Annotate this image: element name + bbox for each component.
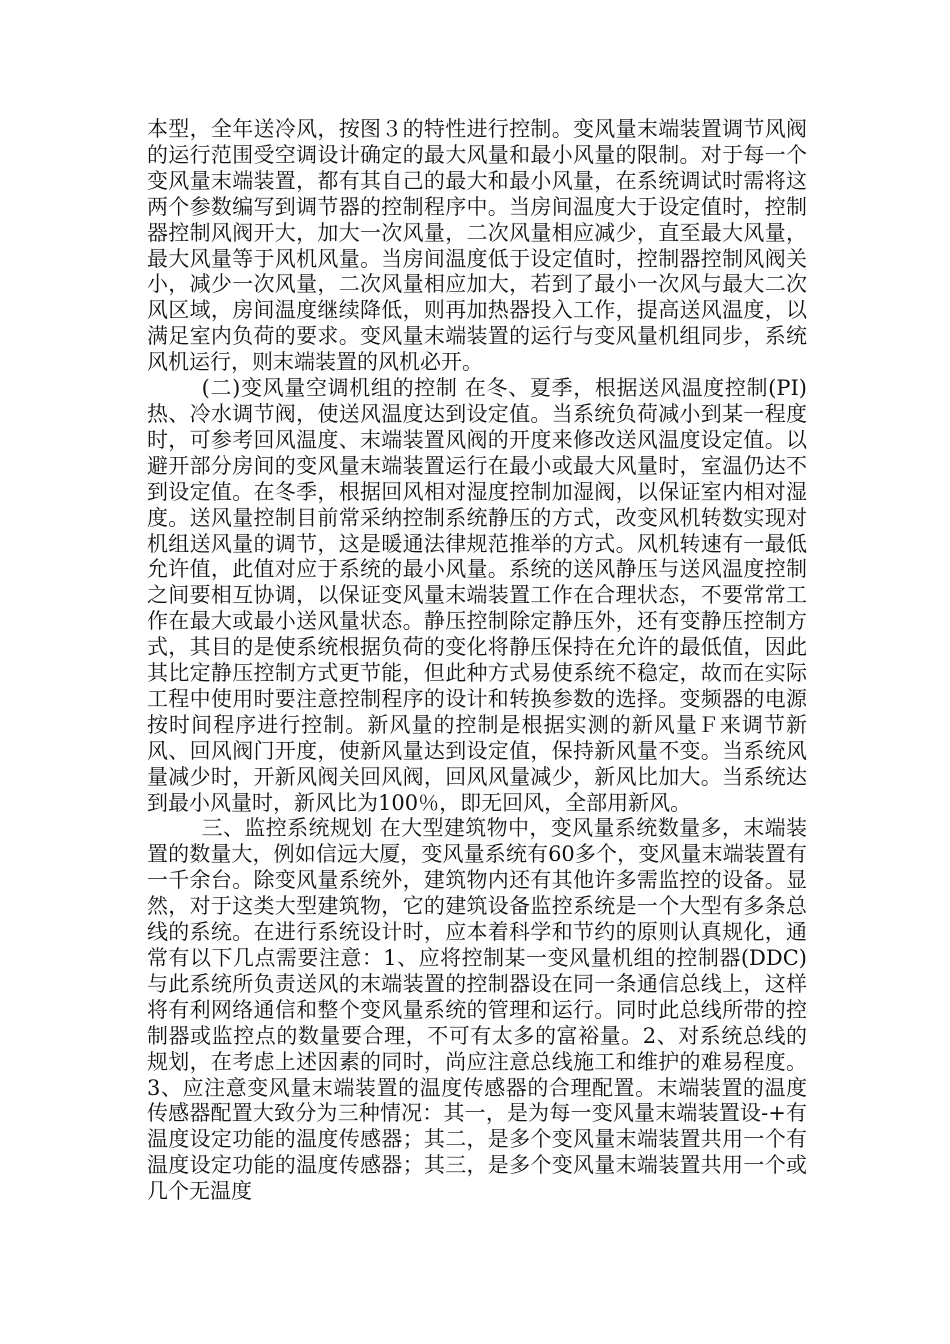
paragraph-monitoring-system-planning: 三、监控系统规划 在大型建筑物中，变风量系统数量多，末端装置的数量大，例如信远大厦，变风量系统有60多个，变风量末端装置有一千余台。除变风量系统外，建筑物内还有其他许多需监控的设备。显然，对于这类大型建筑物，它的建筑设备监控系统是一个大型有多条总线的系统。在进行系统设计时，应本着科学和节约的原则认真规化，通常有以下几点需要注意：1、应将控制某一变风量机组的控制器(DDC)与此系统所负责送风的末端装置的控制器设在同一条通信总线上，这样将有利网络通信和整个变风量系统的管理和运行。同时此总线所带的控制器或监控点的数量要合理，不可有太多的富裕量。2、对系统总线的规划，在考虑上述因素的同时，尚应注意总线施工和维护的难易程度。3、应注意变风量末端装置的温度传感器的合理配置。末端装置的温度传感器配置大致分为三种情况：其一，是为每一变风量末端装置设-+有温度设定功能的温度传感器；其二，是多个变风量末端装置共用一个有温度设定功能的温度传感器；其三，是多个变风量末端装置共用一个或几个无温度 — [147, 816, 807, 1204]
paragraph-continuation: 本型，全年送冷风，按图３的特性进行控制。变风量末端装置调节风阀的运行范围受空调设计确定的最大风量和最小风量的限制。对于每一个变风量末端装置，都有其自己的最大和最小风量，在系统调试时需将这两个参数编写到调节器的控制程序中。当房间温度大于设定值时，控制器控制风阀开大，加大一次风量，二次风量相应减少，直至最大风量，最大风量等于风机风量。当房间温度低于设定值时，控制器控制风阀关小，减少一次风量，二次风量相应加大，若到了最小一次风与最大二次风区域，房间温度继续降低，则再加热器投入工作，提高送风温度，以满足室内负荷的要求。变风量末端装置的运行与变风量机组同步，系统风机运行，则末端装置的风机必开。 — [147, 117, 807, 375]
document-body — [147, 117, 807, 1205]
paragraph-vav-unit-control: (二)变风量空调机组的控制 在冬、夏季，根据送风温度控制(PI)热、冷水调节阀，使送风温度达到设定值。当系统负荷减小到某一程度时，可参考回风温度、末端装置风阀的开度来修改送风温度设定值。以避开部分房间的变风量末端装置运行在最小或最大风量时，室温仍达不到设定值。在冬季，根据回风相对湿度控制加湿阀，以保证室内相对湿度。送风量控制目前常采纳控制系统静压的方式，改变风机转数实现对机组送风量的调节，这是暖通法律规范推举的方式。风机转速有一最低允许值，此值对应于系统的最小风量。系统的送风静压与送风温度控制之间要相互协调，以保证变风量末端装置工作在合理状态，不要常常工作在最大或最小送风量状态。静压控制除定静压外，还有变静压控制方式，其目的是使系统根据负荷的变化将静压保持在允许的最低值，因此其比定静压控制方式更节能，但此种方式易使系统不稳定，故而在实际工程中使用时要注意控制程序的设计和转换参数的选择。变频器的电源按时间程序进行控制。新风量的控制是根据实测的新风量Ｆ来调节新风、回风阀门开度，使新风量达到设定值，保持新风量不变。当系统风量减少时，开新风阀关回风阀，回风风量减少，新风比加大。当系统达到最小风量时，新风比为100％，即无回风，全部用新风。 — [147, 376, 807, 815]
